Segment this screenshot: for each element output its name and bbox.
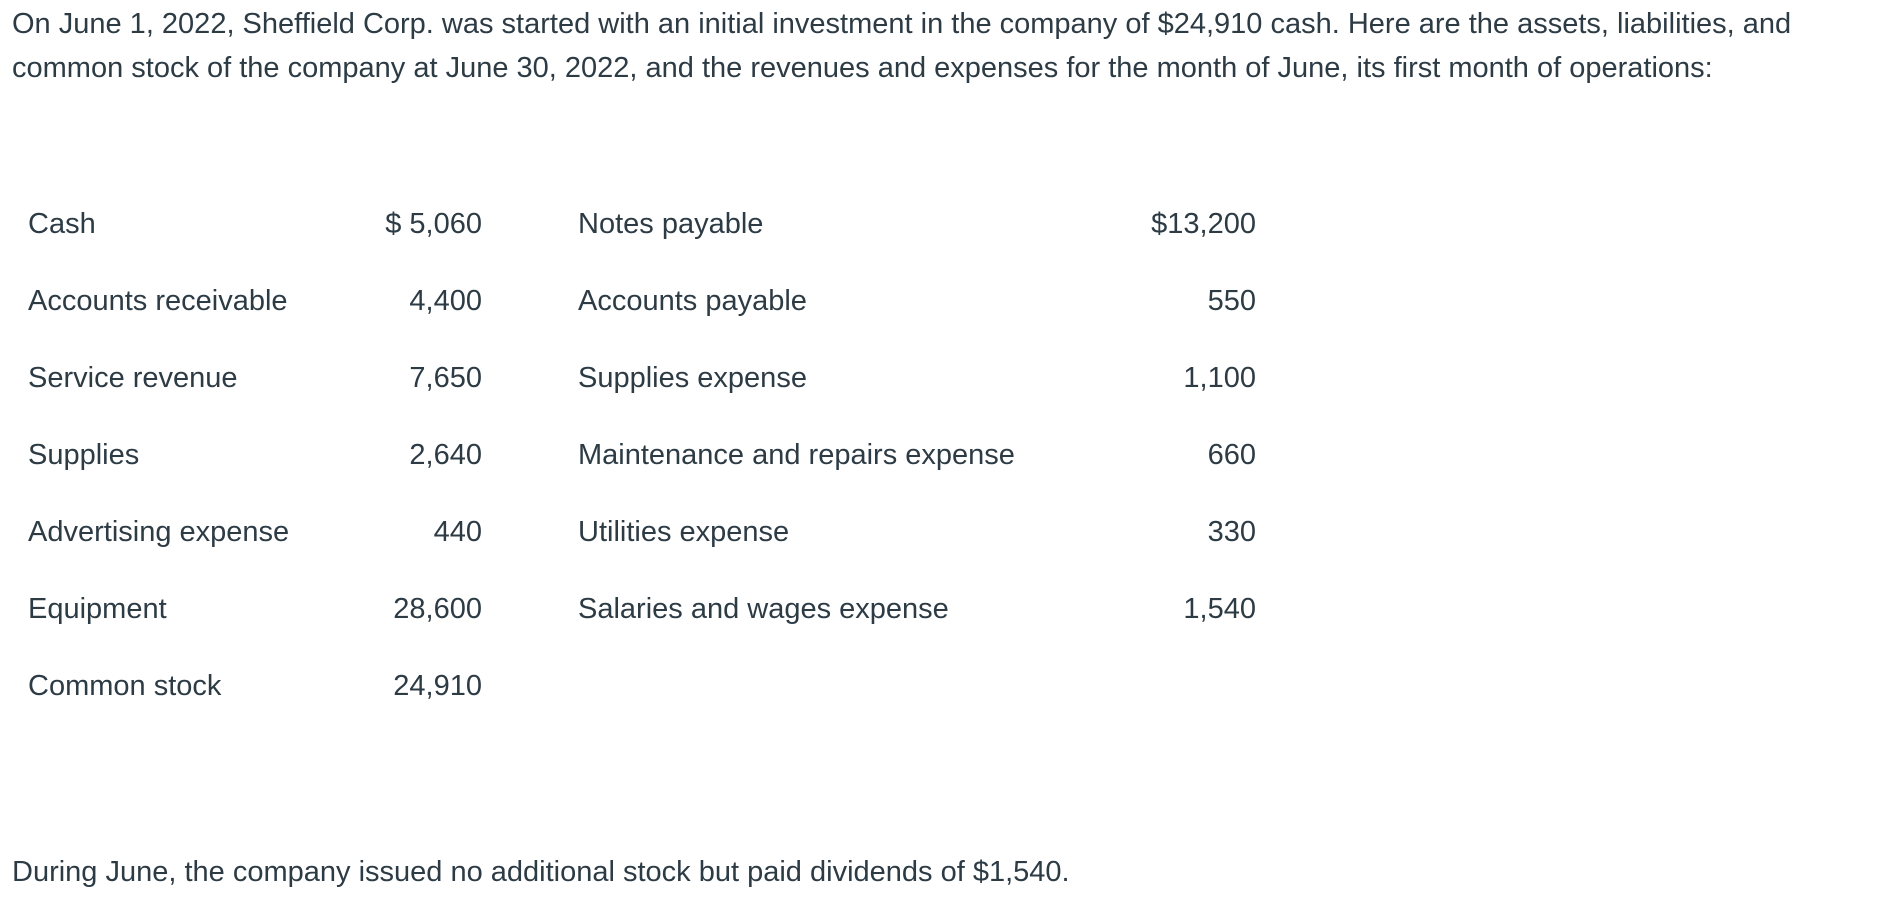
table-row xyxy=(28,417,1256,494)
account-amount: 330 xyxy=(1207,516,1256,548)
problem-statement: On June 1, 2022, Sheffield Corp. was started with an initial investment in the company of $24,910 cash. Here are the assets, liabilities, and common stock of the company at June 30, 2022, and the revenues and expenses for the month of June, its first month of operations: xyxy=(12,8,1792,84)
table-row xyxy=(28,571,1256,648)
dividends-note: During June, the company issued no additional stock but paid dividends of $1,540. xyxy=(12,856,1070,888)
account-label: Accounts receivable xyxy=(28,285,288,317)
account-label: Equipment xyxy=(28,593,167,625)
account-amount: $ 5,060 xyxy=(385,208,482,240)
account-amount: 1,100 xyxy=(1183,362,1256,394)
account-amount: 7,650 xyxy=(409,362,482,394)
table-row xyxy=(28,340,1256,417)
account-label: Notes payable xyxy=(578,208,764,240)
account-amount: 440 xyxy=(433,516,482,548)
account-label: Supplies xyxy=(28,439,140,471)
account-label xyxy=(578,648,1088,725)
table-row xyxy=(28,186,1256,263)
account-amount: $13,200 xyxy=(1151,208,1256,240)
account-label: Maintenance and repairs expense xyxy=(578,439,1015,471)
account-label: Advertising expense xyxy=(28,516,290,548)
account-amount: 4,400 xyxy=(409,285,482,317)
account-label: Salaries and wages expense xyxy=(578,593,949,625)
account-amount: 1,540 xyxy=(1183,593,1256,625)
account-label: Utilities expense xyxy=(578,516,790,548)
account-label: Accounts payable xyxy=(578,285,807,317)
account-amount: 28,600 xyxy=(393,593,482,625)
account-amount: 2,640 xyxy=(409,439,482,471)
account-label: Common stock xyxy=(28,670,222,702)
table-row xyxy=(28,648,1256,725)
account-label: Cash xyxy=(28,208,96,240)
account-amount xyxy=(1088,648,1256,725)
account-amount: 24,910 xyxy=(393,670,482,702)
table-row xyxy=(28,494,1256,571)
account-amount: 660 xyxy=(1207,439,1256,471)
table-row xyxy=(28,263,1256,340)
account-balances-table xyxy=(28,186,1256,725)
account-label: Service revenue xyxy=(28,362,238,394)
account-amount: 550 xyxy=(1207,285,1256,317)
account-label: Supplies expense xyxy=(578,362,807,394)
